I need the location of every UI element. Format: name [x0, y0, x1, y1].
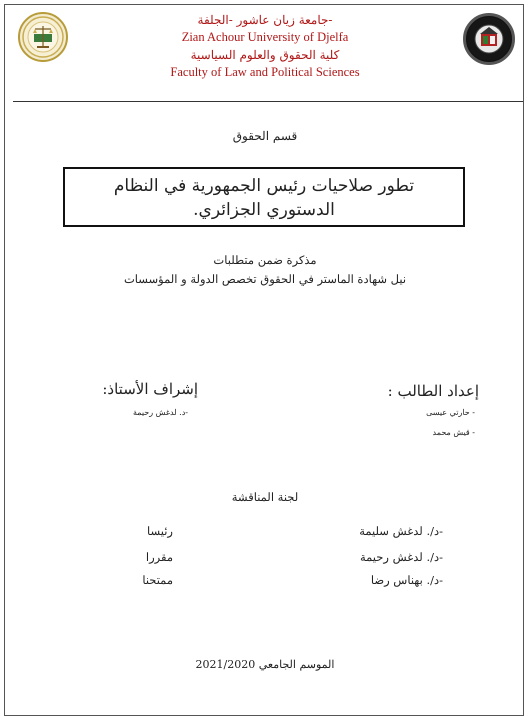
supervisor-name: -د. لدغش رحيمة: [132, 408, 188, 417]
student-name: - قيش محمد: [432, 428, 475, 437]
thesis-title-box: [63, 167, 465, 227]
committee-member-role: رئيسا: [147, 524, 173, 538]
committee-member-name: -د/. لدغش سليمة: [359, 524, 443, 538]
header-arabic-faculty: كلية الحقوق والعلوم السياسية: [190, 48, 340, 62]
committee-member-role: مقررا: [145, 550, 173, 564]
header-arabic-university: جامعة زيان عاشور -الجلفة-: [197, 13, 333, 27]
subtitle-line2: نيل شهادة الماستر في الحقوق تخصص الدولة و المؤسسات: [123, 272, 407, 286]
subtitle-line1: مذكرة ضمن متطلبات: [213, 253, 317, 267]
thesis-title-line1: تطور صلاحيات رئيس الجمهورية في النظام: [113, 176, 415, 196]
committee-title: لجنة المناقشة: [231, 490, 299, 504]
department-name: قسم الحقوق: [232, 129, 298, 143]
thesis-title-line2: الدستوري الجزائري.: [193, 200, 335, 220]
student-section-label: إعداد الطالب :: [387, 382, 479, 400]
document-page: [4, 4, 524, 716]
university-logo: [463, 13, 515, 65]
academic-year: الموسم الجامعي 2021/2020: [195, 658, 335, 671]
header-english-faculty: Faculty of Law and Political Sciences: [170, 65, 360, 79]
student-name: - حارتي عيسى: [426, 408, 475, 417]
committee-member-name: -د/. لدغش رحيمة: [359, 550, 443, 564]
faculty-logo: [18, 12, 68, 62]
header-english-university: Zian Achour University of Djelfa: [181, 30, 349, 44]
supervisor-section-label: إشراف الأستاذ:: [102, 380, 198, 398]
committee-member-role: ممتحنا: [142, 573, 173, 587]
header-divider: [13, 101, 523, 102]
committee-member-name: -د/. بهناس رضا: [370, 573, 443, 587]
